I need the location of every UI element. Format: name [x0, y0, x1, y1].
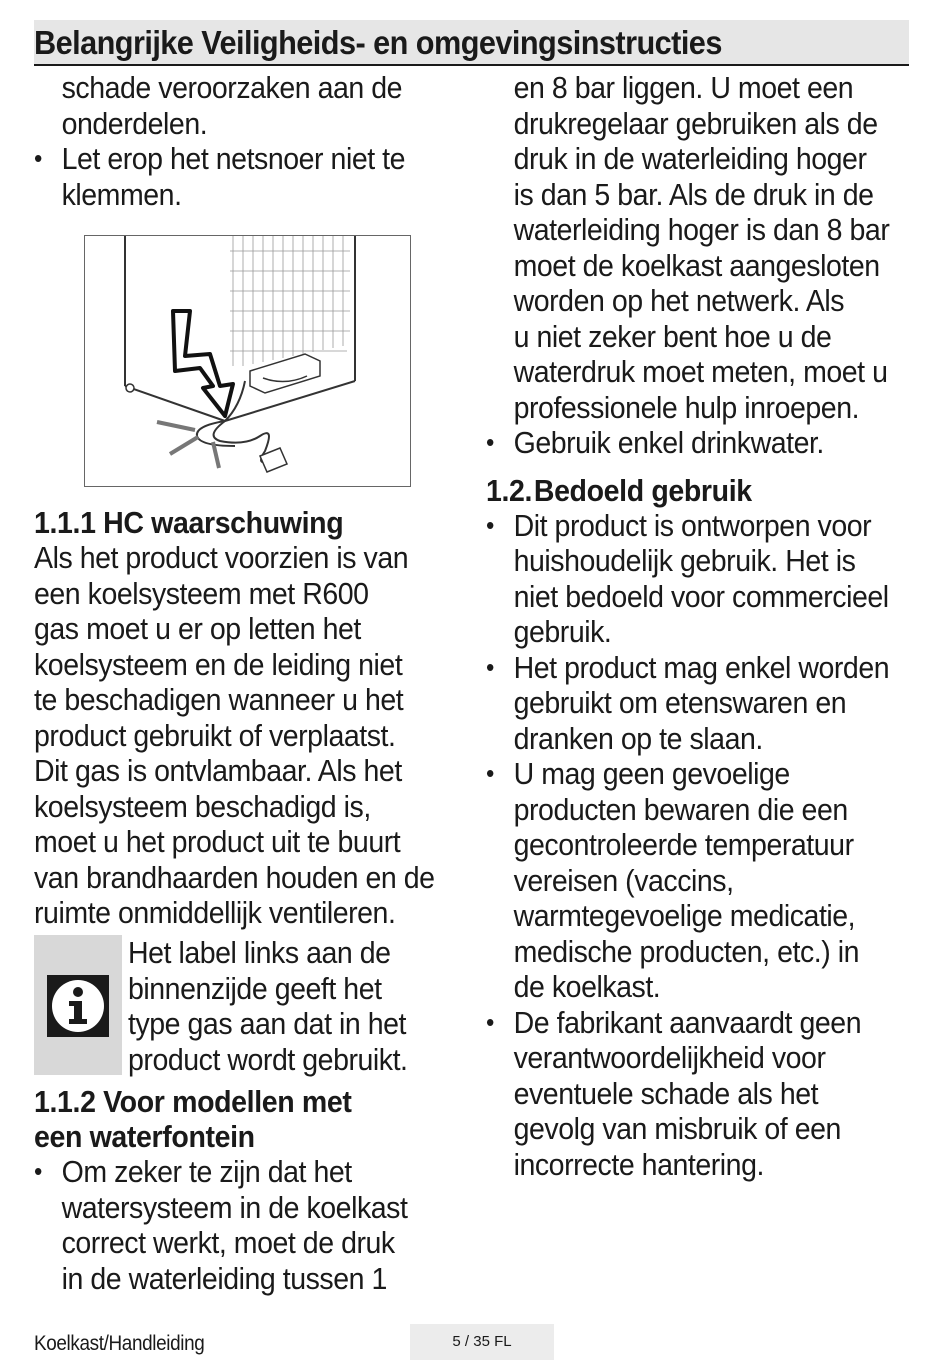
text-line: product wordt gebruikt. — [128, 1041, 408, 1077]
section-number: 1.2. — [486, 472, 533, 508]
fridge-back-icon — [85, 236, 410, 486]
text-line: verantwoordelijkheid voor — [513, 1040, 826, 1075]
section-heading: 1.1.1 HC waarschuwing — [34, 505, 344, 540]
text-line: gebruik. — [513, 614, 612, 649]
pressure-continued-paragraph — [486, 70, 940, 425]
text-line: binnenzijde geeft het — [128, 970, 382, 1006]
text-line: medische producten, etc.) in — [513, 933, 860, 969]
page-title: Belangrijke Veiligheids- en omgevingsinstructies — [34, 24, 722, 61]
left-column — [34, 70, 454, 212]
heading-line: 1.1.2 Voor modellen met — [34, 1084, 352, 1119]
text-line: gebruikt om etenswaren en — [513, 685, 847, 720]
info-note-paragraph — [128, 935, 449, 1077]
info-icon — [47, 975, 109, 1037]
text-line: Het label links aan de — [128, 935, 391, 970]
text-line: moet u het product uit te buurt — [34, 824, 401, 859]
page-header — [34, 20, 909, 66]
text-line: • Om zeker te zijn dat het — [61, 1154, 352, 1189]
heading-line: een waterfontein — [34, 1119, 255, 1154]
bullet-food-storage — [486, 650, 940, 757]
text-line: druk in de waterleiding hoger — [513, 141, 867, 176]
text-line: koelsysteem en de leiding niet — [34, 646, 403, 682]
text-line: drukregelaar gebruiken als de — [513, 105, 878, 141]
bullet-water-pressure — [34, 1154, 483, 1296]
text-line: • Het product mag enkel worden — [513, 649, 890, 685]
text-line: koelsysteem beschadigd is, — [34, 788, 371, 824]
text-line: schade veroorzaken aan de — [61, 70, 403, 105]
text-line: product gebruikt of verplaatst. — [34, 717, 396, 753]
text-line: correct werkt, moet de druk — [61, 1225, 395, 1260]
footer-manual-label: Koelkast/Handleiding — [34, 1332, 205, 1355]
text-line: gas moet u er op letten het — [34, 611, 361, 646]
text-line: • U mag geen gevoelige — [513, 756, 790, 791]
text-line: professionele hulp inroepen. — [513, 389, 860, 425]
bullet-household-use — [486, 508, 940, 650]
section-heading — [34, 1084, 455, 1154]
intro-paragraph — [34, 70, 483, 141]
text-line: incorrecte hantering. — [513, 1146, 764, 1182]
hc-warning-paragraph — [34, 540, 455, 931]
text-line: gecontroleerde temperatuur — [513, 827, 854, 862]
section-water-fountain — [34, 1084, 454, 1296]
section-heading: Bedoeld gebruik — [533, 472, 752, 508]
text-line: klemmen. — [61, 176, 182, 212]
text-line: eventuele schade als het — [513, 1075, 819, 1111]
text-line: Als het product voorzien is van — [34, 540, 409, 575]
text-line: te beschadigen wanneer u het — [34, 682, 404, 717]
text-line: niet bedoeld voor commercieel — [513, 578, 889, 614]
text-line: worden op het netwerk. Als — [513, 283, 845, 318]
text-line: de koelkast. — [513, 969, 661, 1004]
text-line: • Gebruik enkel drinkwater. — [513, 425, 824, 460]
text-line: warmtegevoelige medicatie, — [513, 898, 856, 933]
text-line: vereisen (vaccins, — [513, 862, 734, 898]
bullet-cord — [34, 141, 483, 212]
text-line: gevolg van misbruik of een — [513, 1111, 841, 1146]
info-note-box — [34, 935, 122, 1075]
text-line: watersysteem in de koelkast — [61, 1189, 408, 1225]
section-intended-use-heading — [486, 473, 912, 508]
info-note-text — [128, 935, 448, 1077]
text-line: ruimte onmiddellijk ventileren. — [34, 895, 396, 930]
text-line: • Let erop het netsnoer niet te — [61, 141, 406, 176]
bullet-sensitive-products — [486, 756, 940, 1005]
text-line: u niet zeker bent hoe u de — [513, 318, 832, 354]
text-line: • De fabrikant aanvaardt geen — [513, 1004, 862, 1040]
text-line: Dit gas is ontvlambaar. Als het — [34, 753, 402, 788]
text-line: huishoudelijk gebruik. Het is — [513, 543, 856, 578]
footer-page-number: 5 / 35 FL — [410, 1324, 554, 1360]
text-line: en 8 bar liggen. U moet een — [513, 70, 854, 105]
text-line: dranken op te slaan. — [513, 720, 763, 756]
bullet-manufacturer-liability — [486, 1005, 940, 1183]
text-line: • Dit product is ontworpen voor — [513, 507, 872, 543]
fridge-cord-illustration — [84, 235, 411, 487]
text-line: een koelsysteem met R600 — [34, 575, 369, 611]
text-line: waterleiding hoger is dan 8 bar — [513, 212, 890, 247]
right-column — [486, 70, 911, 1182]
text-line: type gas aan dat in het — [128, 1006, 407, 1041]
text-line: waterdruk moet meten, moet u — [513, 354, 888, 389]
text-line: moet de koelkast aangesloten — [513, 247, 880, 283]
section-hc-warning — [34, 505, 454, 931]
text-line: onderdelen. — [61, 105, 208, 141]
text-line: producten bewaren die een — [513, 791, 848, 827]
text-line: is dan 5 bar. Als de druk in de — [513, 176, 874, 212]
text-line: van brandhaarden houden en de — [34, 859, 435, 895]
text-line: in de waterleiding tussen 1 — [61, 1260, 387, 1296]
bullet-drinking-water — [486, 425, 940, 461]
